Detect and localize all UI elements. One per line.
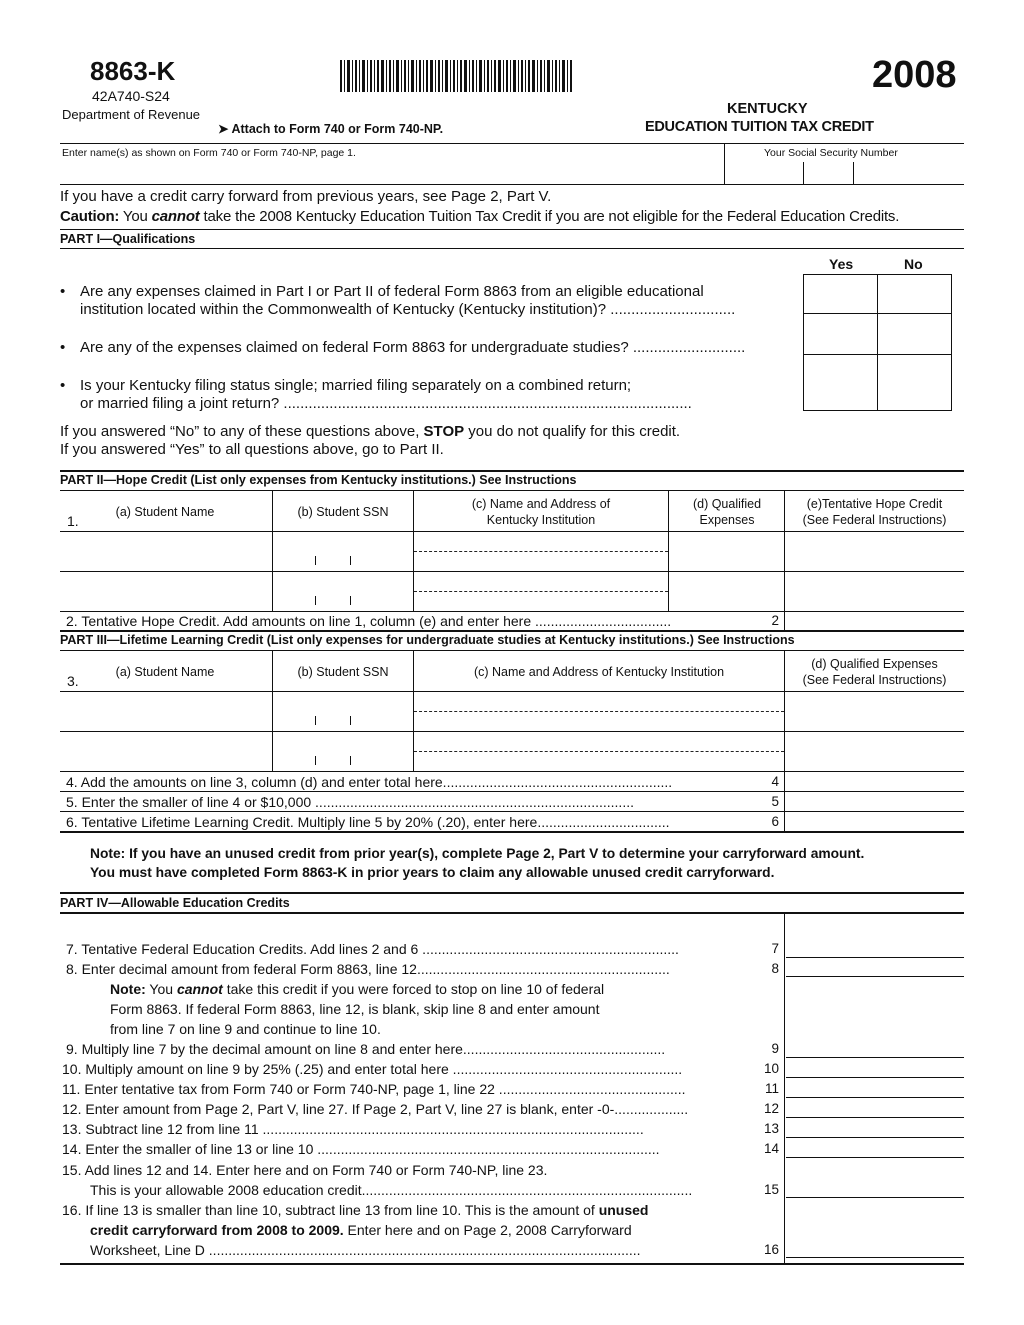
line-4-text: 4. Add the amounts on line 3, column (d) and enter total here........................................................... (66, 774, 673, 790)
p2-col-d-line2: Expenses (699, 513, 755, 527)
line-6-number: 6 (771, 814, 779, 829)
bullet-2: • (60, 339, 66, 356)
note-you: You (145, 981, 177, 997)
line-16-text-2 (90, 1222, 632, 1238)
line-6-amount[interactable] (785, 812, 964, 831)
part2-title: PART II—Hope Credit (List only expenses from Kentucky institutions.) See Instructions (60, 473, 577, 487)
line-2-amount[interactable] (785, 612, 964, 630)
p3-row2-qualified-expenses[interactable] (785, 732, 964, 770)
ssn-label: Your Social Security Number (764, 147, 898, 159)
carryforward-note-1: Note: If you have an unused credit from prior year(s), complete Page 2, Part V to determine your carryforward amount. (90, 846, 865, 861)
line-10-amount[interactable] (786, 1058, 964, 1077)
form-code: 42A740-S24 (92, 88, 170, 104)
question-3-line1: Is your Kentucky filing status single; married filing separately on a combined return; (80, 377, 632, 394)
p2-col-e-line2: (See Federal Instructions) (802, 513, 947, 527)
p2-col-a-header: (a) Student Name (115, 505, 215, 519)
line-11-number: 11 (764, 1081, 779, 1096)
part4-title: PART IV—Allowable Education Credits (60, 896, 290, 910)
q2-yes-box[interactable] (804, 314, 876, 353)
line-10-text: 10. Multiply amount on line 9 by 25% (.25) and enter total here ........................................................... (62, 1061, 683, 1077)
yes-header: Yes (829, 256, 854, 272)
p3-col-d-header (785, 656, 964, 688)
line-16-text-1 (62, 1202, 648, 1218)
q3-yes-box[interactable] (804, 355, 876, 410)
p2-row2-qualified-expenses[interactable] (669, 572, 783, 610)
p3-row2-student-ssn[interactable] (273, 732, 412, 770)
p2-col-d-header (669, 496, 785, 528)
carryforward-note-2: You must have completed Form 8863-K in prior years to claim any allowable unused credit carryforward. (90, 865, 775, 880)
q1-yes-box[interactable] (804, 275, 876, 312)
line-7-text: 7. Tentative Federal Education Credits. Add lines 2 and 6 .................................................................. (66, 941, 679, 957)
p3-row1-student-name[interactable] (61, 692, 271, 730)
line-9-text: 9. Multiply line 7 by the decimal amount on line 8 and enter here.................................................... (66, 1041, 666, 1057)
line-4-number: 4 (771, 774, 779, 789)
name-input[interactable] (60, 160, 723, 183)
stop-post: you do not qualify for this credit. (464, 423, 681, 440)
line-16-amount[interactable] (786, 1238, 964, 1257)
line-13-number: 13 (763, 1121, 779, 1136)
p3-col-c-header: (c) Name and Address of Kentucky Institution (473, 665, 725, 679)
p2-row2-tentative-credit[interactable] (785, 572, 964, 610)
form-title: EDUCATION TUITION TAX CREDIT (645, 119, 874, 135)
bullet-3: • (60, 377, 66, 394)
question-1-line1: Are any expenses claimed in Part I or Part II of federal Form 8863 from an eligible educational (80, 283, 704, 300)
question-3-line2: or married filing a joint return? .................................................................................................. (80, 395, 692, 412)
name-field-label: Enter name(s) as shown on Form 740 or Form 740-NP, page 1. (62, 147, 356, 159)
p2-col-c-line2: Kentucky Institution (486, 513, 596, 527)
line-12-text: 12. Enter amount from Page 2, Part V, line 27. If Page 2, Part V, line 27 is blank, enter -0-................... (62, 1101, 689, 1117)
line-13-amount[interactable] (786, 1118, 964, 1137)
question-2: Are any of the expenses claimed on federal Form 8863 for undergraduate studies? ........................... (80, 339, 746, 356)
note-rest-1: take this credit if you were forced to stop on line 10 of federal (222, 981, 605, 997)
line-15-text-1: 15. Add lines 12 and 14. Enter here and on Form 740 or Form 740-NP, line 23. (62, 1162, 548, 1178)
q1-no-box[interactable] (878, 275, 951, 312)
line-11-amount[interactable] (786, 1078, 964, 1097)
note-cannot: cannot (176, 981, 223, 997)
p2-col-d-line1: (d) Qualified (692, 497, 762, 511)
line-15-number: 15 (763, 1182, 779, 1197)
p2-col-b-header: (b) Student SSN (297, 505, 389, 519)
q2-no-box[interactable] (878, 314, 951, 353)
q3-no-box[interactable] (878, 355, 951, 410)
line-12-number: 12 (763, 1101, 779, 1116)
line-2-text: 2. Tentative Hope Credit. Add amounts on line 1, column (e) and enter here ................................... (66, 613, 672, 629)
p2-row1-tentative-credit[interactable] (785, 532, 964, 570)
p2-row1-student-ssn[interactable] (273, 532, 412, 570)
line-3-number: 3. (67, 673, 79, 689)
state-title: KENTUCKY (727, 101, 808, 117)
line-1-number: 1. (67, 513, 79, 529)
p3-row1-student-ssn[interactable] (273, 692, 412, 730)
caution-rest: take the 2008 Kentucky Education Tuition Tax Credit if you are not eligible for the Federal Education Credits. (199, 208, 900, 225)
line-6-text: 6. Tentative Lifetime Learning Credit. Multiply line 5 by 20% (.20), enter here.................................. (66, 814, 670, 830)
p2-row2-student-ssn[interactable] (273, 572, 412, 610)
line-16-bold: credit carryforward from 2008 to 2009. (90, 1222, 344, 1238)
stop-pre: If you answered “No” to any of these questions above, (60, 423, 424, 440)
line-12-amount[interactable] (786, 1098, 964, 1117)
line-9-number: 9 (771, 1041, 779, 1056)
p3-col-d-line1: (d) Qualified Expenses (811, 657, 938, 671)
line-16-unused: unused (598, 1202, 649, 1218)
line-13-text: 13. Subtract line 12 from line 11 .................................................................................................. (62, 1121, 644, 1137)
line-8-text: 8. Enter decimal amount from federal Form 8863, line 12................................................................. (66, 961, 670, 977)
ssn-input[interactable] (726, 162, 964, 184)
line-11-text: 11. Enter tentative tax from Form 740 or Form 740-NP, page 1, line 22 ................................................ (62, 1081, 686, 1097)
p2-col-e-header (785, 496, 964, 528)
p2-col-c-line1: (c) Name and Address of (471, 497, 611, 511)
line-15-text-2: This is your allowable 2008 education credit..................................................................................... (90, 1182, 693, 1198)
line-8-note-3: from line 7 on line 9 and continue to line 10. (110, 1021, 381, 1037)
line-9-amount[interactable] (786, 1038, 964, 1057)
line-2-number: 2 (771, 613, 779, 628)
line-4-amount[interactable] (785, 772, 964, 791)
attach-instruction: ➤ Attach to Form 740 or Form 740-NP. (218, 122, 444, 136)
part3-title: PART III—Lifetime Learning Credit (List only expenses for undergraduate studies at Kentucky institutions.) See Instructions (60, 633, 795, 647)
yes-all-text: If you answered “Yes” to all questions above, go to Part II. (60, 441, 444, 458)
p2-row2-student-name[interactable] (61, 572, 271, 610)
caution-you: You (119, 208, 152, 225)
line-5-amount[interactable] (785, 792, 964, 811)
carry-forward-text: If you have a credit carry forward from previous years, see Page 2, Part V. (60, 188, 552, 205)
bullet-1: • (60, 283, 66, 300)
line-8-note-2: Form 8863. If federal Form 8863, line 12, is blank, skip line 8 and enter amount (110, 1001, 600, 1017)
stop-word: STOP (423, 423, 465, 440)
line-5-text: 5. Enter the smaller of line 4 or $10,000 .................................................................................. (66, 794, 634, 810)
barcode-image (340, 60, 572, 98)
line-14-amount[interactable] (786, 1138, 964, 1157)
no-header: No (904, 256, 923, 272)
p3-row2-student-name[interactable] (61, 732, 271, 770)
line-16-rest: Enter here and on Page 2, 2008 Carryforward (343, 1222, 632, 1238)
p2-row1-student-name[interactable] (61, 532, 271, 570)
line-7-number: 7 (771, 941, 779, 956)
line-5-number: 5 (771, 794, 779, 809)
p2-col-c-header (414, 496, 668, 528)
part1-title: PART I—Qualifications (60, 232, 196, 246)
line-16-pre: 16. If line 13 is smaller than line 10, subtract line 13 from line 10. This is the amount of (62, 1202, 599, 1218)
p3-row1-qualified-expenses[interactable] (785, 692, 964, 730)
department: Department of Revenue (62, 107, 201, 122)
line-14-text: 14. Enter the smaller of line 13 or line 10 ........................................................................................ (62, 1141, 660, 1157)
line-14-number: 14 (763, 1141, 779, 1156)
caution-text (60, 208, 899, 225)
stop-text (60, 423, 680, 440)
p3-col-b-header: (b) Student SSN (297, 665, 389, 679)
line-10-number: 10 (763, 1061, 779, 1076)
question-1-line2: institution located within the Commonwealth of Kentucky (Kentucky institution)? .............................. (80, 301, 736, 318)
p2-row1-qualified-expenses[interactable] (669, 532, 783, 570)
line-7-amount[interactable] (786, 938, 964, 957)
line-16-number: 16 (763, 1242, 779, 1257)
p3-col-a-header: (a) Student Name (115, 665, 215, 679)
p2-col-e-line1: (e)Tentative Hope Credit (806, 497, 943, 511)
line-8-amount[interactable] (786, 958, 964, 976)
p3-col-d-line2: (See Federal Instructions) (802, 673, 947, 687)
line-16-text-3: Worksheet, Line D ............................................................................................................... (90, 1242, 641, 1258)
note-label: Note: (110, 981, 146, 997)
caution-label: Caution: (60, 208, 120, 225)
form-number: 8863-K (90, 56, 176, 86)
tax-year: 2008 (872, 54, 957, 96)
caution-cannot: cannot (151, 208, 200, 225)
line-8-note (110, 981, 604, 997)
line-15-amount[interactable] (786, 1178, 964, 1197)
line-8-number: 8 (771, 961, 779, 976)
